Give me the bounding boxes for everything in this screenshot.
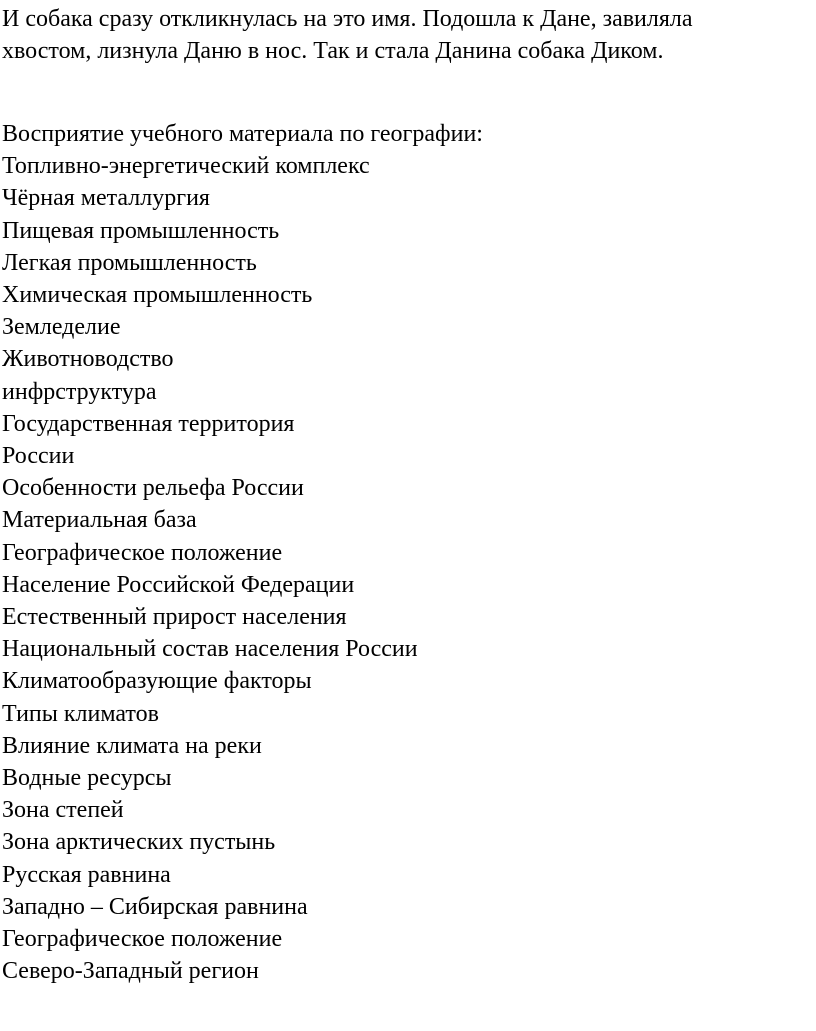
topic-item: Климатообразующие факторы (2, 668, 312, 695)
topic-item: России (2, 443, 75, 470)
topic-item: Легкая промышленность (2, 249, 257, 276)
topic-item: Влияние климата на реки (2, 732, 262, 759)
topic-item: Водные ресурсы (2, 765, 172, 792)
intro-line: И собака сразу откликнулась на это имя. Подошла к Дане, завиляла (2, 6, 693, 32)
topics-list (2, 150, 814, 987)
topic-item: Топливно-энергетический комплекс (2, 153, 370, 180)
topic-item: Чёрная металлургия (2, 185, 210, 212)
topics-heading: Восприятие учебного материала по географии: (2, 121, 483, 147)
topic-item: Типы климатов (2, 700, 159, 727)
topic-item: Русская равнина (2, 861, 171, 888)
topic-item: Население Российской Федерации (2, 571, 355, 598)
topic-item: Северо-Западный регион (2, 958, 259, 985)
topic-item: Земледелие (2, 314, 121, 341)
topic-item: Зона арктических пустынь (2, 829, 276, 856)
topic-item: Особенности рельефа России (2, 475, 304, 502)
topics-section (2, 118, 814, 987)
topic-item: Государственная территория (2, 410, 295, 437)
intro-paragraph (2, 3, 814, 67)
topic-item: Животноводство (2, 346, 174, 373)
topic-item: Пищевая промышленность (2, 217, 280, 244)
topic-item: Зона степей (2, 797, 124, 824)
topic-item: Западно – Сибирская равнина (2, 893, 308, 920)
intro-line: хвостом, лизнула Даню в нос. Так и стала Данина собака Диком. (2, 38, 664, 64)
topic-item: Географическое положение (2, 539, 283, 566)
topic-item: Географическое положение (2, 926, 283, 953)
topic-item: Национальный состав населения России (2, 636, 418, 663)
topic-item: Материальная база (2, 507, 197, 534)
topic-item: инфрструктура (2, 378, 157, 405)
topic-item: Естественный прирост населения (2, 604, 347, 631)
topic-item: Химическая промышленность (2, 282, 313, 309)
